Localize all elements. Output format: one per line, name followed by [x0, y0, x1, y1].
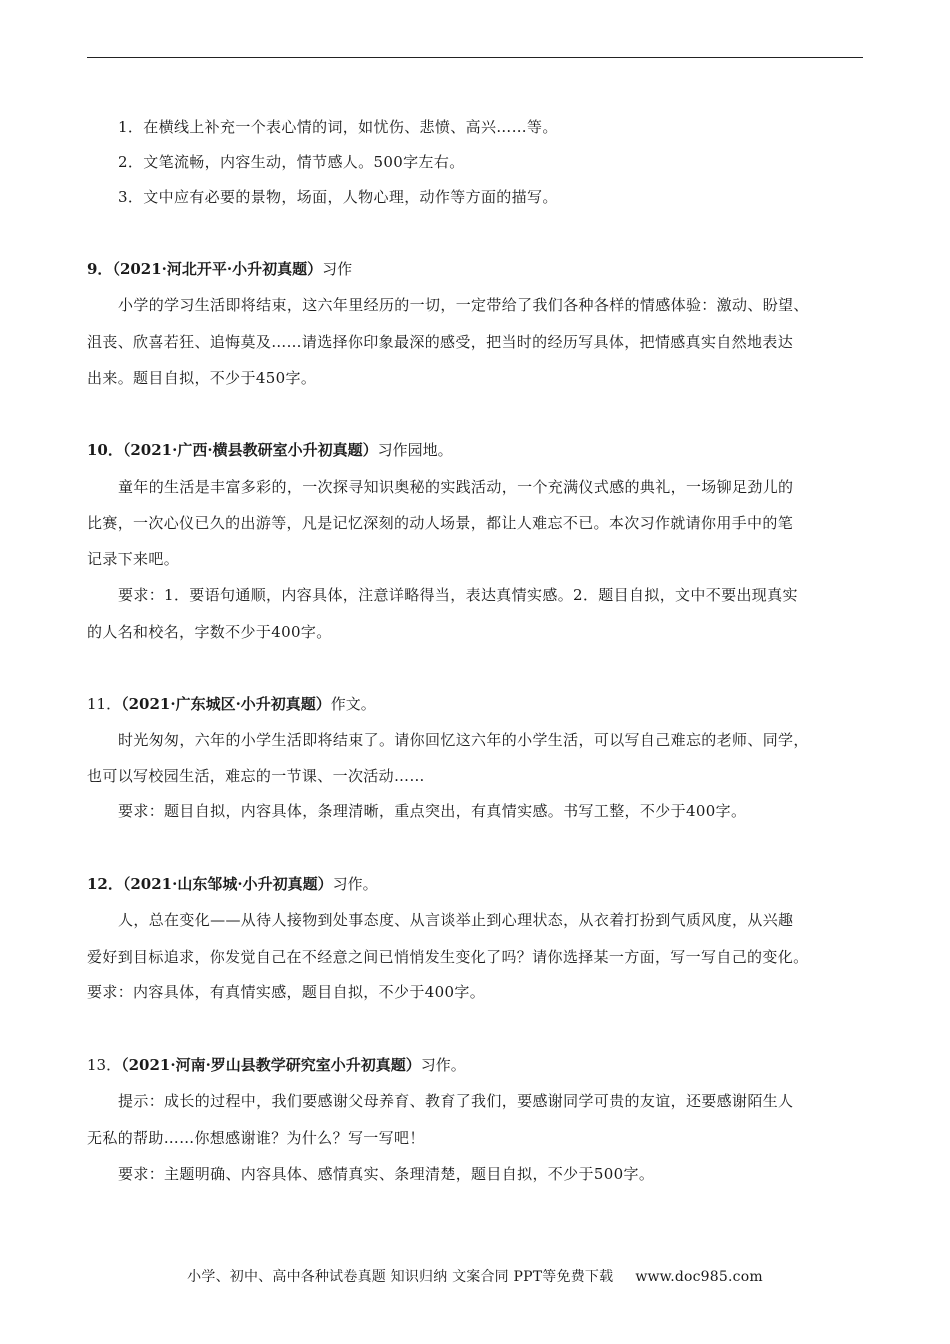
question-9-heading — [87, 259, 352, 279]
question-12-line-1: 人，总在变化——从待人接物到处事态度、从言谈举止到心理状态，从衣着打扮到气质风度，从兴趣 — [118, 911, 794, 929]
question-10-line-4: 要求：1．要语句通顺，内容具体，注意详略得当，表达真情实感。2．题目自拟，文中不要出现真实 — [118, 586, 798, 604]
question-number: 9． — [87, 260, 113, 278]
question-number: 13． — [87, 1056, 122, 1074]
page-footer — [0, 1267, 950, 1287]
footer-site-link[interactable]: www.doc985.com — [635, 1269, 763, 1285]
question-13-line-2: 无私的帮助……你想感谢谁？为什么？写一写吧！ — [87, 1129, 425, 1147]
question-9-line-3: 出来。题目自拟，不少于450字。 — [87, 369, 317, 387]
question-title: 习作。 — [332, 875, 378, 893]
question-title: 习作园地。 — [377, 441, 453, 459]
requirement-1: 1．在横线上补充一个表心情的词，如忧伤、悲愤、高兴……等。 — [118, 118, 558, 136]
question-12-line-2: 爱好到目标追求，你发觉自己在不经意之间已悄悄发生变化了吗？请你选择某一方面，写一写自己的变化。 — [87, 948, 809, 966]
question-13-line-3: 要求：主题明确、内容具体、感情真实、条理清楚，题目自拟，不少于500字。 — [118, 1165, 655, 1183]
question-11-line-3: 要求：题目自拟，内容具体，条理清晰，重点突出，有真情实感。书写工整，不少于400字。 — [118, 802, 747, 820]
question-source: （2021·山东邹城·小升初真题） — [122, 875, 333, 893]
question-source: （2021·河南·罗山县教学研究室小升初真题） — [121, 1056, 421, 1074]
question-9-line-1: 小学的学习生活即将结束，这六年里经历的一切，一定带给了我们各种各样的情感体验：激动、盼望、 — [118, 296, 809, 314]
question-11-line-1: 时光匆匆，六年的小学生活即将结束了。请你回忆这六年的小学生活，可以写自己难忘的老师、同学， — [118, 731, 809, 749]
question-11-line-2: 也可以写校园生活，难忘的一节课、一次活动…… — [87, 767, 425, 785]
footer-text: 小学、初中、高中各种试卷真题 知识归纳 文案合同 PPT等免费下载 — [187, 1269, 614, 1285]
question-12-heading — [87, 874, 378, 894]
question-10-line-5: 的人名和校名，字数不少于400字。 — [87, 623, 332, 641]
question-title: 习作。 — [420, 1056, 466, 1074]
question-9-line-2: 沮丧、欣喜若狂、追悔莫及……请选择你印象最深的感受，把当时的经历写具体，把情感真实自然地表达 — [87, 333, 794, 351]
question-12-line-3: 要求：内容具体，有真情实感，题目自拟，不少于400字。 — [87, 983, 486, 1001]
question-title: 习作 — [322, 260, 353, 278]
question-13-heading — [87, 1055, 466, 1075]
question-10-line-3: 记录下来吧。 — [87, 550, 180, 568]
question-number: 12． — [87, 875, 123, 893]
requirement-3: 3．文中应有必要的景物，场面，人物心理，动作等方面的描写。 — [118, 188, 558, 206]
question-title: 作文。 — [330, 695, 376, 713]
question-source: （2021·广东城区·小升初真题） — [121, 695, 331, 713]
question-11-heading — [87, 694, 376, 714]
question-10-line-1: 童年的生活是丰富多彩的，一次探寻知识奥秘的实践活动，一个充满仪式感的典礼，一场铆足劲儿的 — [118, 478, 794, 496]
question-10-line-2: 比赛，一次心仪已久的出游等，凡是记忆深刻的动人场景，都让人难忘不已。本次习作就请你用手中的笔 — [87, 514, 794, 532]
question-13-line-1: 提示：成长的过程中，我们要感谢父母养育、教育了我们，要感谢同学可贵的友谊，还要感谢陌生人 — [118, 1092, 794, 1110]
question-source: （2021·河北开平·小升初真题） — [112, 260, 323, 278]
question-number: 11． — [87, 695, 122, 713]
question-10-heading — [87, 440, 453, 460]
requirement-2: 2．文笔流畅，内容生动，情节感人。500字左右。 — [118, 153, 465, 171]
header-rule — [87, 57, 863, 58]
question-source: （2021·广西·横县教研室小升初真题） — [122, 441, 378, 459]
question-number: 10． — [87, 441, 123, 459]
